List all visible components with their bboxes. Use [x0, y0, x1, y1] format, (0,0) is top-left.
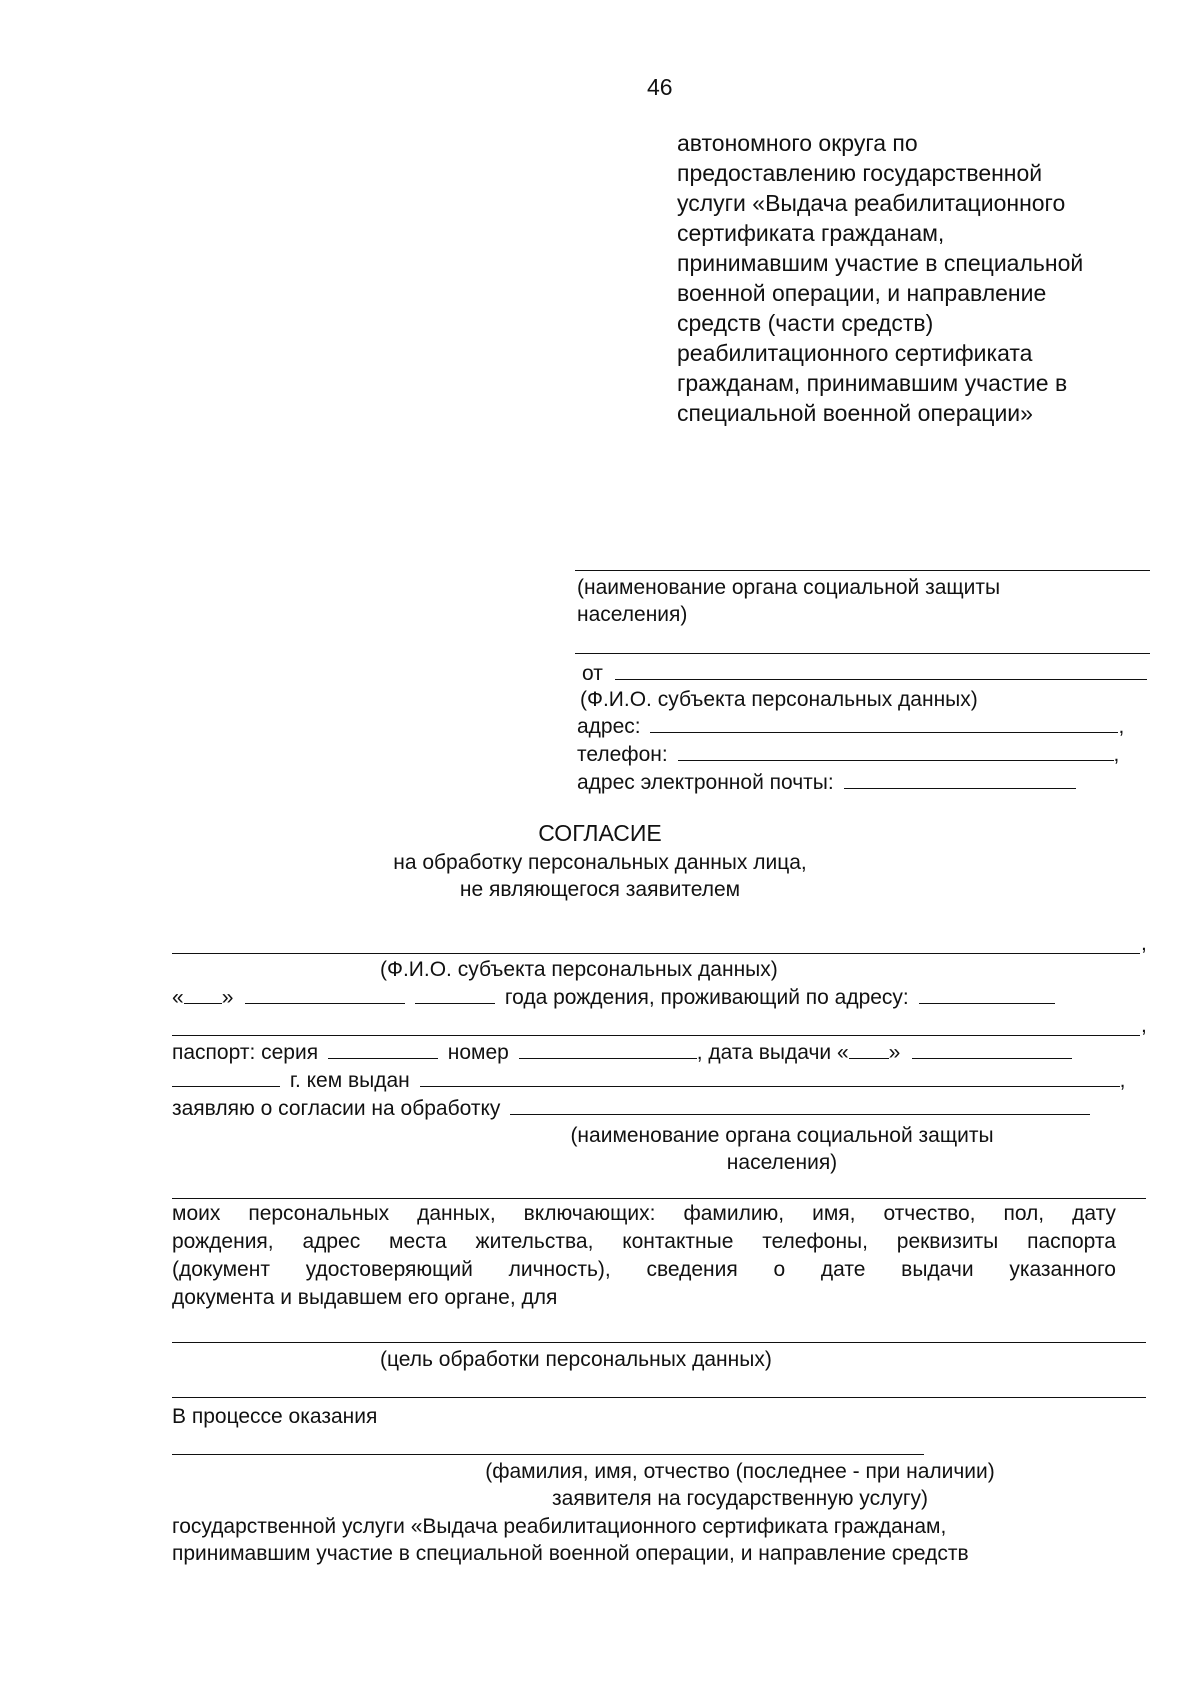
header-line: реабилитационного сертификата [677, 340, 1033, 366]
issue-month-field[interactable] [912, 1040, 1072, 1059]
subject-fio-caption: (Ф.И.О. субъекта персональных данных) [380, 958, 778, 981]
purpose-line[interactable] [172, 1342, 1146, 1343]
issued-by-label: г. кем выдан [289, 1069, 410, 1092]
birth-year-field[interactable] [415, 985, 495, 1004]
issued-by-field[interactable] [420, 1068, 1120, 1087]
from-label: от [582, 662, 603, 685]
header-line: сертификата гражданам, [677, 220, 945, 246]
header-line: принимавшим участие в специальной [677, 250, 1084, 276]
header-line: автономного округа по [677, 130, 918, 156]
phone-row: телефон: , [577, 743, 1120, 766]
passport-series-field[interactable] [328, 1040, 438, 1059]
organ-name-line-2 [575, 653, 1150, 654]
pd-line-2: рождения, адрес места жительства, контактные телефоны, реквизиты паспорта [172, 1230, 1116, 1253]
phone-label: телефон: [577, 743, 668, 766]
pd-paragraph [172, 1200, 1116, 1312]
comma: , [1141, 1014, 1147, 1037]
applicant-caption: (фамилия, имя, отчество (последнее - при наличии) заявителя на государственную услугу) [485, 1460, 995, 1510]
issue-day-field[interactable] [849, 1040, 889, 1059]
passport-number-field[interactable] [519, 1040, 697, 1059]
birth-month-field[interactable] [245, 985, 405, 1004]
organ-name-line [575, 570, 1150, 571]
consent-row [172, 1095, 1090, 1122]
organ-continuation-line[interactable] [172, 1198, 1146, 1199]
service-text: государственной услуги «Выдача реабилитационного сертификата гражданам, принимавшим участие в специальной военной операции, и направление средств [172, 1515, 969, 1565]
from-row [582, 660, 1147, 687]
address-row: адрес: , [577, 715, 1125, 738]
phone-field[interactable] [678, 742, 1114, 761]
pd-line-4: документа и выдавшем его органе, для [172, 1286, 558, 1309]
header-line: гражданам, принимавшим участие в [677, 370, 1068, 396]
applicant-line[interactable] [172, 1454, 924, 1455]
issued-by-row: г. кем выдан , [172, 1067, 1125, 1094]
birth-text: года рождения, проживающий по адресу: [504, 986, 909, 1009]
passport-series-label: паспорт: серия [172, 1041, 319, 1064]
fio-caption-top: (Ф.И.О. субъекта персональных данных) [580, 688, 978, 711]
birth-day-field[interactable] [184, 985, 222, 1004]
passport-row: паспорт: серия номер , дата выдачи « » [172, 1039, 1072, 1066]
header-line: услуги «Выдача реабилитационного [677, 190, 1066, 216]
issue-date-label: , дата выдачи « [696, 1041, 849, 1064]
pd-line-1: моих персональных данных, включающих: фамилию, имя, отчество, пол, дату [172, 1202, 1116, 1225]
from-field[interactable] [615, 661, 1147, 680]
email-row [577, 769, 1076, 796]
page-number: 46 [647, 74, 673, 100]
issue-year-field[interactable] [172, 1068, 280, 1087]
header-line: средств (части средств) [677, 310, 934, 336]
pd-line-3: (документ удостоверяющий личность), сведения о дате выдачи указанного [172, 1258, 1116, 1281]
comma: , [1141, 932, 1147, 955]
purpose-caption: (цель обработки персональных данных) [380, 1348, 772, 1371]
document-subtitle: на обработку персональных данных лица, не являющегося заявителем [393, 851, 807, 901]
header-line: специальной военной операции» [677, 400, 1033, 426]
document-title: СОГЛАСИЕ [538, 820, 662, 846]
subject-fio-line[interactable] [172, 953, 1140, 954]
header-line: военной операции, и направление [677, 280, 1047, 306]
address-field[interactable] [650, 714, 1118, 733]
address-label: адрес: [577, 715, 641, 738]
passport-number-label: номер [447, 1041, 509, 1064]
residence-line-2[interactable] [172, 1035, 1140, 1036]
header-line: предоставлению государственной [677, 160, 1043, 186]
organ-caption: (наименование органа социальной защиты населения) [577, 576, 1001, 626]
email-field[interactable] [844, 770, 1076, 789]
residence-field[interactable] [919, 985, 1055, 1004]
birth-row: « » года рождения, проживающий по адресу: [172, 984, 1055, 1011]
email-label: адрес электронной почты: [577, 771, 834, 794]
consent-text: заявляю о согласии на обработку [172, 1097, 501, 1120]
consent-organ-caption: (наименование органа социальной защиты населения) [570, 1124, 994, 1174]
consent-organ-field[interactable] [510, 1096, 1090, 1115]
purpose-line-2[interactable] [172, 1397, 1146, 1398]
header-block [677, 128, 1083, 428]
process-text: В процессе оказания [172, 1405, 378, 1428]
